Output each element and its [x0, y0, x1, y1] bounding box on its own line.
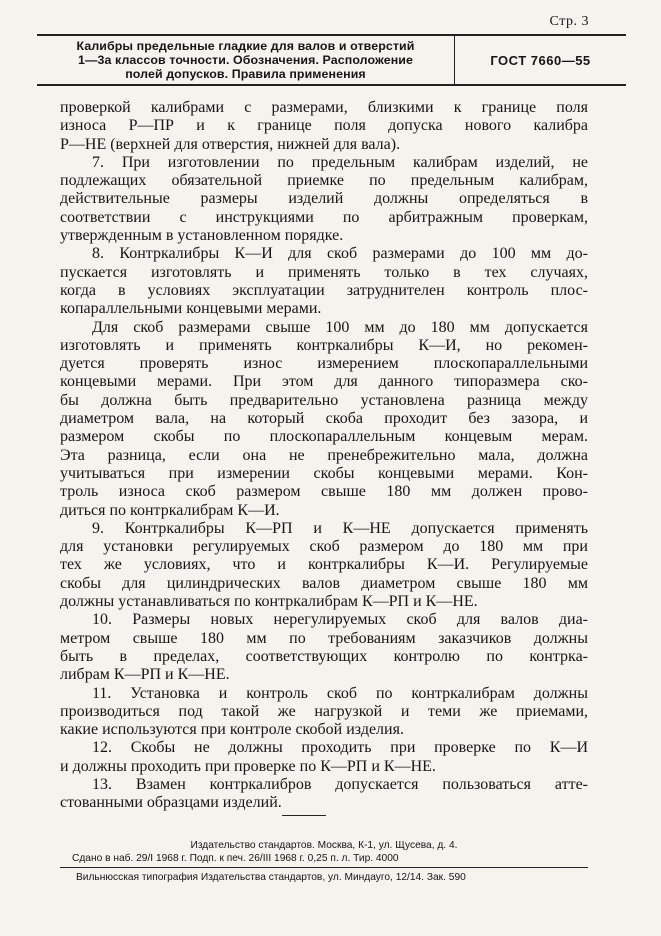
text-line: пускается изготовлять и применять только в тех случаях,	[60, 263, 588, 281]
end-separator	[282, 815, 326, 816]
text-line: стованными образцами изделий.	[60, 794, 282, 812]
text-line: для установки регулируемых скоб размером до 180 мм при	[60, 538, 588, 556]
standard-number: ГОСТ 7660—55	[490, 52, 591, 68]
text-line: 9. Контркалибры К—РП и К—НЕ допускается применять	[92, 519, 588, 537]
imprint-publisher: Издательство стандартов. Москва, К-1, ул. Щусева, д. 4.	[190, 840, 458, 851]
text-line: 10. Размеры новых нерегулируемых скоб для валов диа-	[92, 611, 588, 629]
text-line: соответствии с инструкциями по арбитражным проверкам,	[60, 208, 588, 226]
text-line: подлежащих обязательной приемке по предельным калибрам,	[60, 172, 588, 190]
text-line: дуется проверять износ измерением плоскопараллельными	[60, 355, 588, 373]
title-line: Калибры предельные гладкие для валов и отверстий	[76, 39, 415, 53]
text-line: тех же условиях, что и контркалибры К—И. Регулируемые	[60, 556, 588, 574]
text-line: либрам К—РП и К—НЕ.	[60, 666, 230, 684]
imprint-print-info: Сдано в наб. 29/I 1968 г. Подп. к печ. 26/III 1968 г. 0,25 п. л. Тир. 4000	[72, 853, 399, 864]
text-line: 11. Установка и контроль скоб по контркалибрам должны	[92, 684, 588, 702]
imprint-printer: Вильнюсская типография Издательства стандартов, ул. Миндауго, 12/14. Зак. 590	[76, 872, 466, 883]
text-line: Для скоб размерами свыше 100 мм до 180 мм допускается	[92, 318, 588, 336]
text-line: троль износа скоб размером свыше 180 мм должен прово-	[60, 483, 588, 501]
text-line: действительные размеры изделий должны определяться в	[60, 190, 588, 208]
text-line: должны устанавливаться по контркалибрам К—РП и К—НЕ.	[60, 593, 478, 611]
text-line: Р—НЕ (верхней для отверстия, нижней для вала).	[60, 135, 401, 153]
text-line: производиться под такой же нагрузкой и теми же приемами,	[60, 702, 588, 720]
body-text	[60, 99, 588, 813]
imprint-rule	[60, 867, 588, 868]
text-line: быть в пределах, соответствующих контролю по контрка-	[60, 647, 588, 665]
text-line: учитываться при измерении скобы концевыми мерами. Кон-	[60, 464, 588, 482]
title-line: полей допусков. Правила применения	[125, 67, 366, 81]
title-line: 1—3а классов точности. Обозначения. Расположение	[77, 53, 413, 67]
text-line: диаметром вала, на который скоба проходит без зазора, и	[60, 410, 588, 428]
text-line: 7. При изготовлении по предельным калибрам изделий, не	[92, 153, 588, 171]
text-line: Эта разница, если она не пренебрежительно мала, должна	[60, 446, 588, 464]
text-line: диться по контркалибрам К—И.	[60, 501, 280, 519]
text-line: утвержденным в установленном порядке.	[60, 227, 344, 245]
text-line: копараллельными концевыми мерами.	[60, 300, 322, 318]
text-line: скобы для цилиндрических валов диаметром свыше 180 мм	[60, 574, 588, 592]
text-line: размером скобы по плоскопараллельным концевым мерам.	[60, 428, 588, 446]
text-line: когда в условиях эксплуатации затруднителен контроль плос-	[60, 281, 588, 299]
text-line: 12. Скобы не должны проходить при проверке по К—И	[92, 739, 588, 757]
text-line: 8. Контркалибры К—И для скоб размерами до 100 мм до-	[92, 245, 588, 263]
text-line: и должны проходить при проверке по К—РП и К—НЕ.	[60, 757, 436, 775]
document-header	[37, 34, 626, 86]
text-line: проверкой калибрами с размерами, близкими к границе поля	[60, 99, 588, 116]
text-line: метром свыше 180 мм по требованиям заказчиков должны	[60, 629, 588, 647]
text-line: какие используются при контроле скобой изделия.	[60, 721, 404, 739]
page-number: Стр. 3	[549, 14, 589, 29]
text-line: изготовлять и применять контркалибры К—И, но рекомен-	[60, 336, 588, 354]
standard-title	[37, 36, 455, 84]
text-line: 13. Взамен контркалибров допускается пользоваться аттe-	[92, 775, 588, 793]
text-line: бы должна быть предварительно установлена разница между	[60, 391, 588, 409]
text-line: износа Р—ПР и к границе поля допуска нового калибра	[60, 117, 588, 135]
text-line: концевыми мерами. При этом для данного типоразмера ско-	[60, 373, 588, 391]
